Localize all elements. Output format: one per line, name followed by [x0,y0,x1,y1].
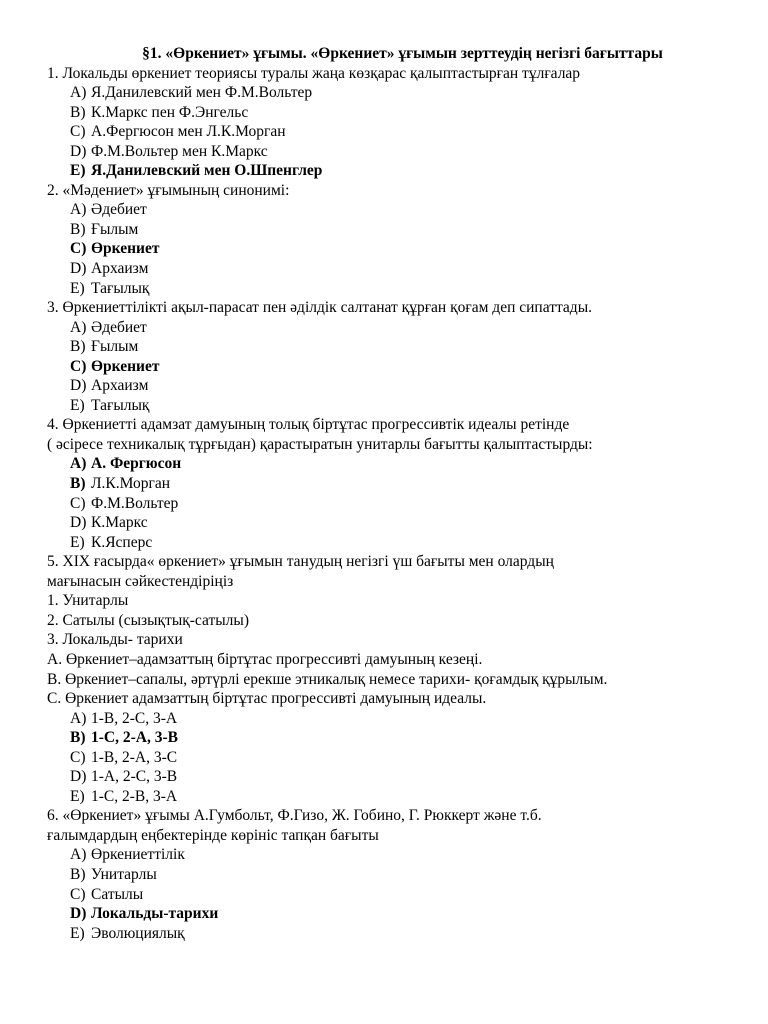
option-text: Өркениет [91,357,160,375]
answer-option [47,885,728,905]
option-letter: D) [70,514,87,532]
option-text: Архаизм [91,377,149,395]
answer-option [47,318,728,338]
option-letter: C) [70,748,86,766]
option-letter: C) [70,123,86,141]
option-letter: A) [70,709,87,727]
option-letter: B) [70,220,86,238]
option-letter: A) [70,84,87,102]
option-letter: E) [70,396,85,414]
question-block [47,181,728,298]
option-letter: C) [70,885,86,903]
option-text: Эволюциялық [91,924,185,942]
option-letter: D) [70,260,87,278]
option-text: Әдебиет [91,201,147,219]
option-text: Өркениеттілік [91,846,185,864]
question-text-continued: A. Өркениет–адамзаттың біртұтас прогрессивті дамуының кезеңі. [47,650,483,668]
option-text: 1-B, 2-A, 3-C [91,748,178,766]
option-text: Ф.М.Вольтер мен К.Маркс [91,142,268,160]
answer-option-correct [47,454,728,474]
option-letter: E) [70,533,85,551]
option-text: 1-B, 2-C, 3-A [91,709,178,727]
option-letter: A) [70,201,87,219]
option-text: Я.Данилевский мен О.Шпенглер [91,162,323,180]
option-text: Сатылы [91,885,144,903]
answer-option [47,337,728,357]
question-text-continued: B. Өркениет–сапалы, әртүрлі ерекше этникалық немесе тарихи- қоғамдық құрылым. [47,670,608,688]
option-letter: D) [70,377,87,395]
option-text: К.Ясперс [91,533,153,551]
answer-option [47,83,728,103]
answer-option [47,513,728,533]
question-text: 1. Локальды өркениет теориясы туралы жаңа көзқарас қалыптастырған тұлғалар [47,64,581,82]
option-letter: C) [70,240,87,258]
option-text: Архаизм [91,260,149,278]
option-letter: B) [70,865,86,883]
question-text: 2. «Мәдениет» ұғымының синонимі: [47,181,290,199]
option-text: А.Фергюсон мен Л.К.Морган [91,123,286,141]
option-text: 1-C, 2-B, 3-A [91,787,178,805]
option-letter: A) [70,318,87,336]
option-letter: D) [70,905,87,923]
page-title: §1. «Өркениет» ұғымы. «Өркениет» ұғымын зерттеудің негізгі бағыттары [142,45,663,62]
answer-option [47,259,728,279]
answer-option [47,474,728,494]
option-letter: B) [70,475,86,493]
option-text: Ғылым [91,220,139,238]
option-letter: D) [70,768,87,786]
answer-option-correct [47,357,728,377]
answer-option-correct [47,161,728,181]
answer-option [47,924,728,944]
option-letter: B) [70,103,86,121]
option-letter: E) [70,787,85,805]
option-text: А. Фергюсон [91,455,182,473]
answer-option [47,865,728,885]
question-text-continued: C. Өркениет адамзаттың біртұтас прогрессивті дамуының идеалы. [47,690,487,708]
answer-option [47,279,728,299]
option-letter: B) [70,338,86,356]
option-letter: B) [70,729,86,747]
option-text: 1-A, 2-C, 3-B [91,768,178,786]
question-text-continued: ( әсіресе техникалық тұрғыдан) қарастыратын унитарлы бағытты қалыптастырды: [47,435,593,453]
answer-option [47,787,728,807]
answer-option [47,142,728,162]
option-text: Ғылым [91,338,139,356]
answer-option-correct [47,239,728,259]
option-letter: A) [70,846,87,864]
question-text: 4. Өркениетті адамзат дамуының толық біртұтас прогрессивтік идеалы ретінде [47,416,570,434]
option-text: Унитарлы [91,865,157,883]
option-letter: A) [70,455,87,473]
answer-option [47,709,728,729]
option-letter: D) [70,142,87,160]
option-letter: E) [70,162,86,180]
answer-option [47,845,728,865]
option-letter: C) [70,357,87,375]
question-list [47,64,728,944]
option-text: К.Маркс пен Ф.Энгельс [91,103,249,121]
answer-option [47,494,728,514]
question-block [47,552,728,806]
answer-option [47,767,728,787]
option-text: 1-C, 2-A, 3-B [91,729,178,747]
answer-option-correct [47,904,728,924]
answer-option-correct [47,728,728,748]
question-text-continued: 1. Унитарлы [47,592,129,610]
answer-option [47,376,728,396]
question-text: 3. Өркениеттілікті ақыл-парасат пен әділдік салтанат құрған қоғам деп сипаттады. [47,299,592,317]
question-text-continued: ғалымдардың еңбектерінде көрініс тапқан бағыты [47,826,379,844]
option-letter: C) [70,494,86,512]
option-text: Л.К.Морган [91,475,171,493]
option-text: К.Маркс [91,514,148,532]
option-text: Тағылық [91,279,150,297]
option-text: Локальды-тарихи [91,905,219,923]
option-text: Ф.М.Вольтер [91,494,179,512]
question-text-continued: 2. Сатылы (сызықтық-сатылы) [47,611,249,629]
question-text: 6. «Өркениет» ұғымы А.Гумбольт, Ф.Гизо, Ж. Гобино, Г. Рюккерт және т.б. [47,807,542,825]
question-block [47,64,728,181]
question-text-continued: мағынасын сәйкестендіріңіз [47,572,234,590]
question-block [47,806,728,943]
option-text: Я.Данилевский мен Ф.М.Вольтер [91,84,313,102]
answer-option [47,533,728,553]
answer-option [47,200,728,220]
option-text: Тағылық [91,396,150,414]
question-block [47,298,728,415]
question-text-continued: 3. Локальды- тарихи [47,631,183,649]
answer-option [47,396,728,416]
answer-option [47,220,728,240]
option-letter: E) [70,924,85,942]
option-text: Әдебиет [91,318,147,336]
answer-option [47,103,728,123]
option-text: Өркениет [91,240,160,258]
question-text: 5. XIX ғасырда« өркениет» ұғымын танудың негізгі үш бағыты мен олардың [47,553,554,571]
answer-option [47,122,728,142]
option-letter: E) [70,279,85,297]
answer-option [47,748,728,768]
question-block [47,415,728,552]
